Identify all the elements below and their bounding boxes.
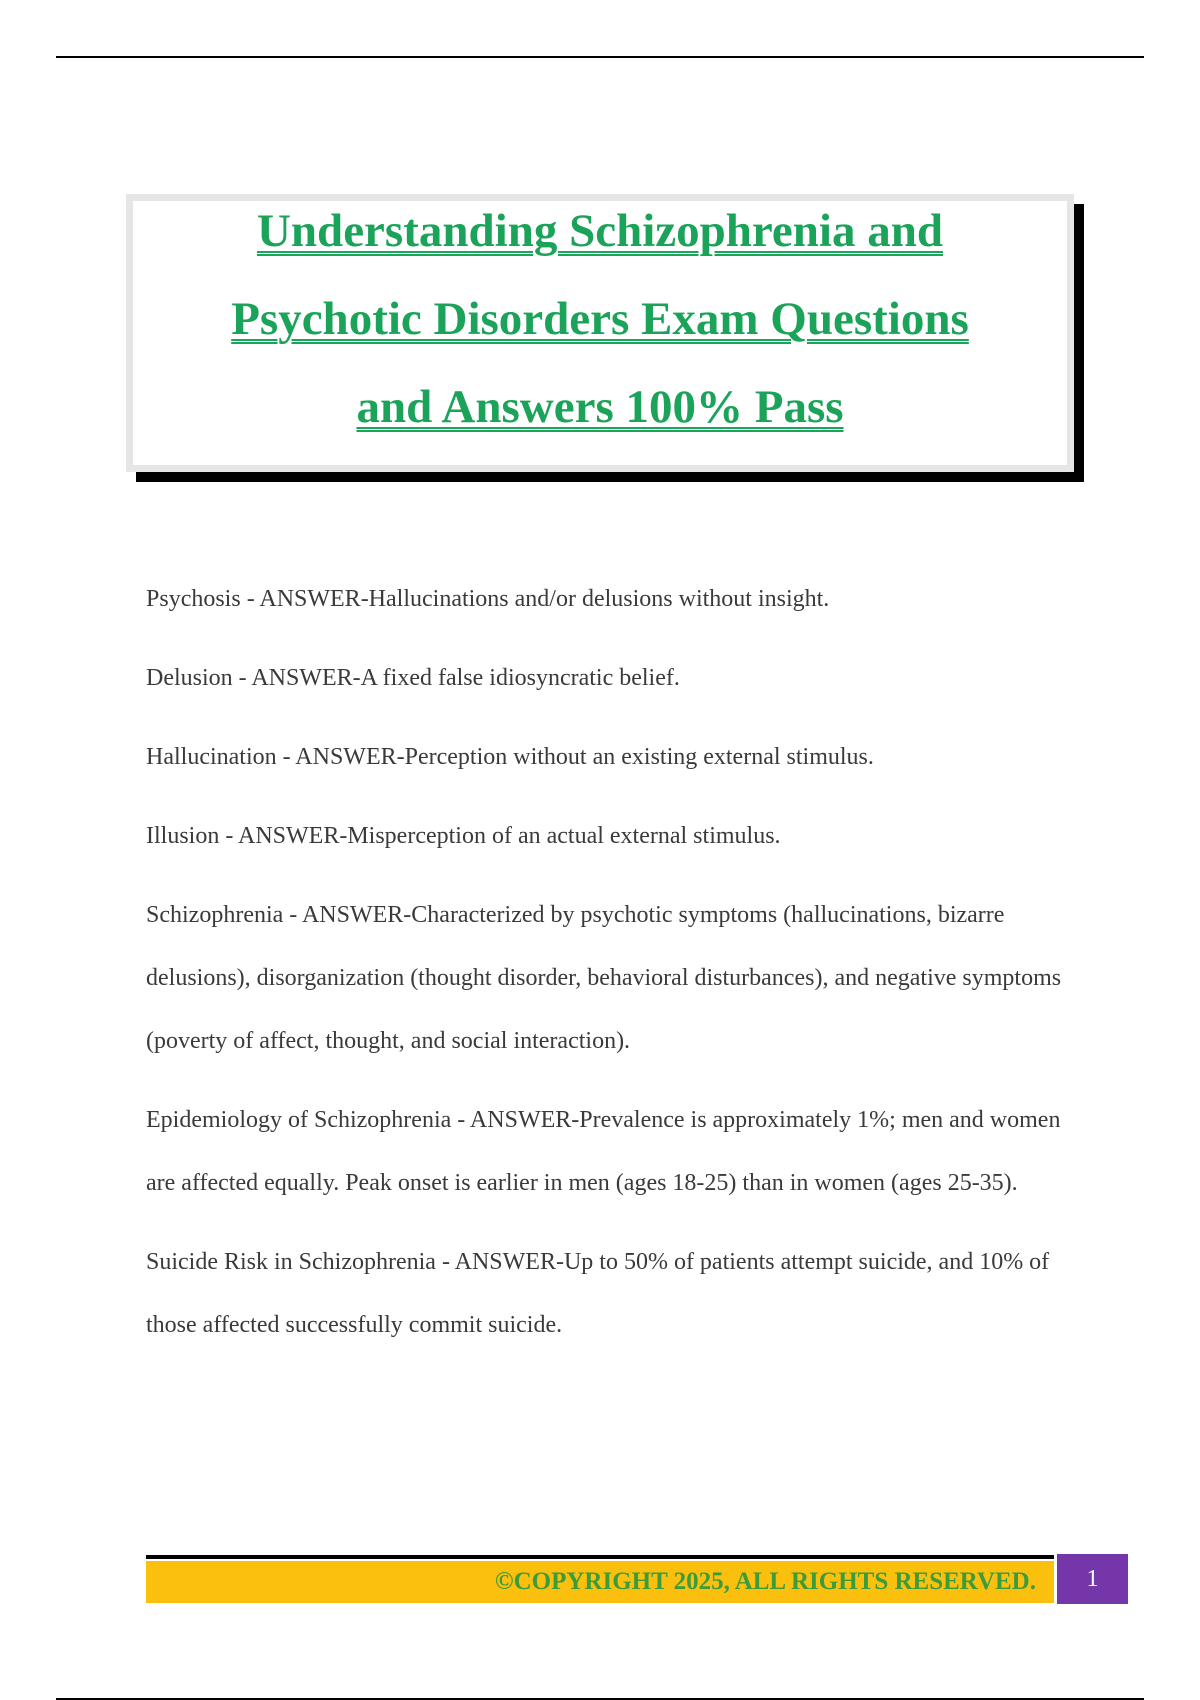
qa-list <box>146 568 1066 1373</box>
qa-item-epidemiology: Epidemiology of Schizophrenia - ANSWER-Prevalence is approximately 1%; men and women are affected equally. Peak onset is earlier in men (ages 18-25) than in women (ages 25-35). <box>146 1107 1061 1196</box>
qa-item-illusion: Illusion - ANSWER-Misperception of an actual external stimulus. <box>146 823 781 849</box>
footer-bar <box>146 1561 1054 1603</box>
title-line-2: Psychotic Disorders Exam Questions <box>231 293 969 345</box>
qa-item-schizophrenia: Schizophrenia - ANSWER-Characterized by psychotic symptoms (hallucinations, bizarre delusions), disorganization (thought disorder, behavioral disturbances), and negative symptoms (poverty of affect, thought, and social interaction). <box>146 902 1062 1054</box>
copyright-notice: ©COPYRIGHT 2025, ALL RIGHTS RESERVED. <box>494 1568 1036 1595</box>
qa-item-delusion: Delusion - ANSWER-A fixed false idiosyncratic belief. <box>146 665 680 691</box>
title-box <box>126 194 1074 472</box>
title-line-1: Understanding Schizophrenia and <box>256 205 944 257</box>
footer-rule <box>146 1555 1054 1559</box>
top-rule <box>56 56 1144 58</box>
qa-item-hallucination: Hallucination - ANSWER-Perception without an existing external stimulus. <box>146 744 874 770</box>
qa-item-psychosis: Psychosis - ANSWER-Hallucinations and/or delusions without insight. <box>146 586 830 612</box>
title-line-3: and Answers 100% Pass <box>356 381 844 433</box>
qa-item-suicide-risk: Suicide Risk in Schizophrenia - ANSWER-Up to 50% of patients attempt suicide, and 10% of those affected successfully commit suicide. <box>146 1249 1050 1338</box>
page-number: 1 <box>1057 1554 1128 1604</box>
